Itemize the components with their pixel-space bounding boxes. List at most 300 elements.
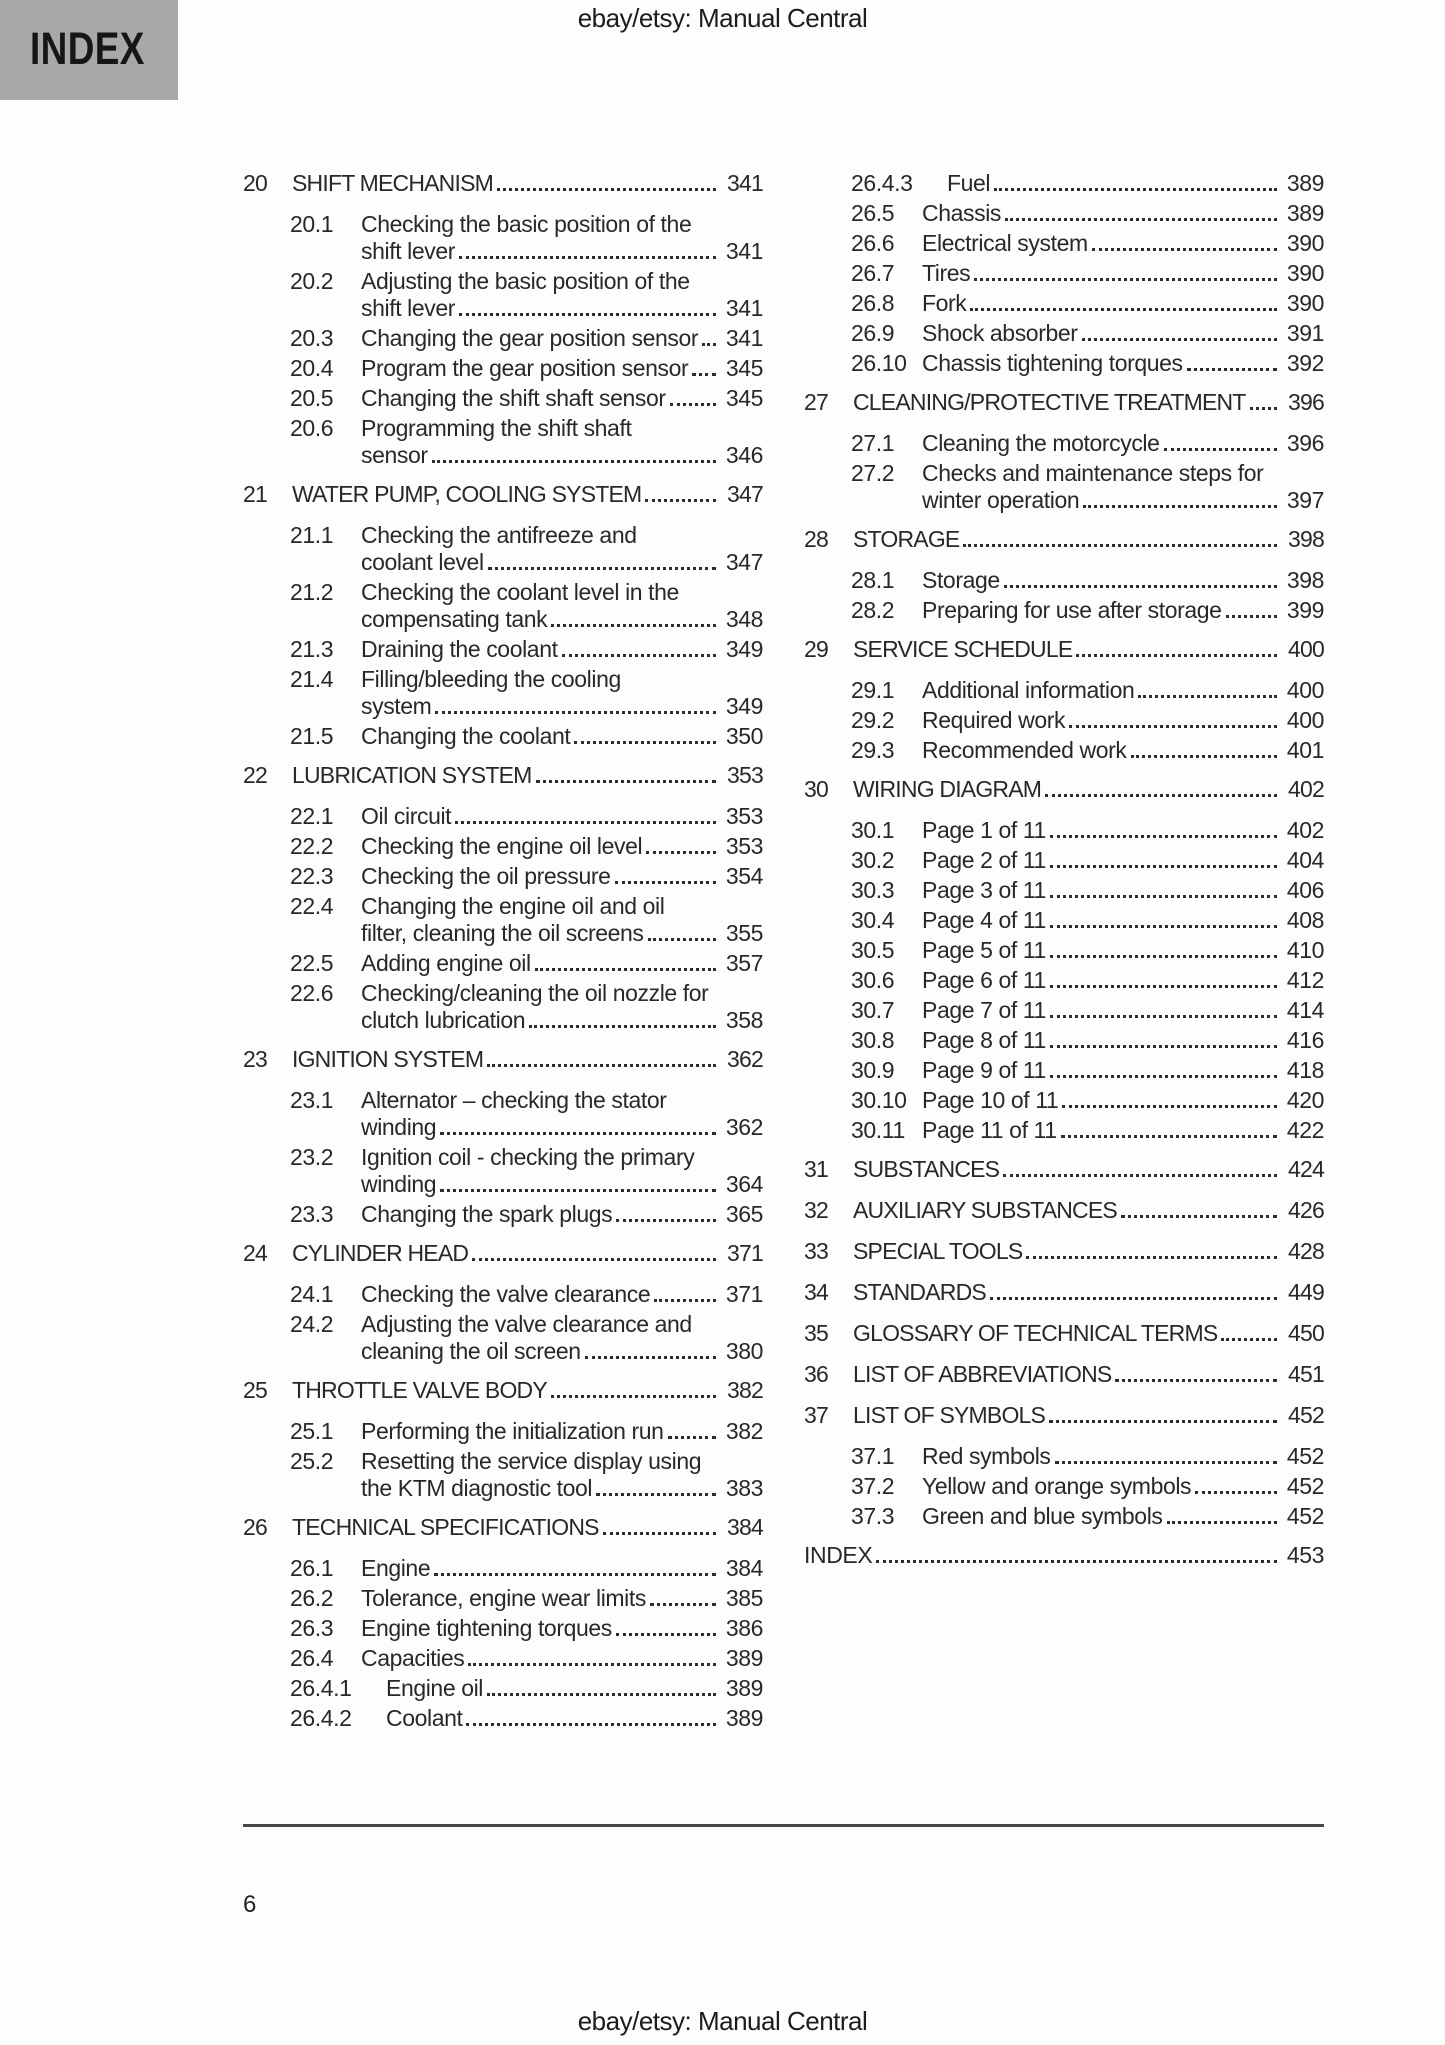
toc-entry-body: [922, 320, 1324, 347]
toc-entry-body: [361, 1087, 763, 1141]
toc-entry-body: [361, 211, 763, 265]
toc-entry-body: [922, 937, 1324, 964]
toc-entry: [243, 762, 763, 789]
toc-entry-body: [853, 636, 1324, 663]
toc-entry-line: Resetting the service display using: [361, 1448, 702, 1474]
toc-entry-body: [361, 1418, 763, 1445]
toc-entry-title: Additional information: [922, 677, 1135, 703]
toc-entry-title: THROTTLE VALVE BODY: [292, 1377, 547, 1403]
toc-entry-page: 347: [725, 549, 763, 575]
toc-entry-line: [361, 1171, 763, 1198]
toc-entry: [243, 211, 763, 265]
dot-leader: [1061, 1133, 1277, 1138]
toc-entry-line: [922, 937, 1324, 964]
toc-entry-line: [361, 693, 763, 720]
toc-entry: [804, 1087, 1324, 1114]
dot-leader: [974, 276, 1277, 281]
toc-entry-number: 28.2: [851, 597, 895, 623]
toc-entry-body: [361, 833, 763, 860]
toc-entry-number: 23.3: [290, 1201, 334, 1227]
toc-entry-title: Page 6 of 11: [922, 967, 1046, 993]
toc-entry-title: Changing the spark plugs: [361, 1201, 613, 1227]
toc-entry-line: [361, 238, 763, 265]
toc-entry-title: Engine tightening torques: [361, 1615, 612, 1641]
toc-entry-page: 384: [725, 1555, 763, 1581]
dot-leader: [876, 1558, 1277, 1563]
toc-entry-number: 30.2: [851, 847, 895, 873]
toc-entry-number: 29.1: [851, 677, 895, 703]
toc-entry-page: 362: [725, 1114, 763, 1140]
toc-entry-page: 385: [725, 1585, 763, 1611]
toc-entry-title: Engine oil: [386, 1675, 484, 1701]
dot-leader: [702, 341, 716, 346]
toc-entry-line: [292, 1046, 763, 1073]
dot-leader: [1187, 366, 1277, 371]
toc-entry-title: Program the gear position sensor: [361, 355, 689, 381]
dot-leader: [1050, 953, 1277, 958]
toc-entry-line: [361, 1201, 763, 1228]
toc-entry-line: [853, 636, 1324, 663]
toc-entry-line: [361, 385, 763, 412]
dot-leader: [1115, 1377, 1277, 1382]
toc-entry-line: [804, 1542, 1324, 1569]
toc-entry: [804, 1473, 1324, 1500]
toc-entry: [804, 1197, 1324, 1224]
toc-entry-line: [292, 1514, 763, 1541]
toc-entry-page: 389: [1286, 170, 1324, 196]
toc-entry-line: [922, 1117, 1324, 1144]
toc-entry-body: [292, 1046, 763, 1073]
toc-entry-number: 22.5: [290, 950, 334, 976]
dot-leader: [432, 458, 716, 463]
toc-entry-line: [853, 526, 1324, 553]
toc-entry-line: [922, 350, 1324, 377]
toc-entry: [243, 1201, 763, 1228]
toc-entry-title: Oil circuit: [361, 803, 452, 829]
toc-entry-title: IGNITION SYSTEM: [292, 1046, 484, 1072]
toc-entry-title: compensating tank: [361, 606, 548, 632]
dot-leader: [468, 1661, 716, 1666]
toc-entry-number: 27: [804, 389, 828, 415]
toc-entry-page: 396: [1288, 389, 1324, 415]
toc-entry-title: Cleaning the motorcycle: [922, 430, 1160, 456]
dot-leader: [648, 936, 716, 941]
toc-entry-page: 412: [1286, 967, 1324, 993]
toc-entry-line: Adjusting the basic position of the: [361, 268, 690, 294]
toc-entry-number: 35: [804, 1320, 828, 1346]
toc-entry-number: 31: [804, 1156, 828, 1182]
toc-entry: [243, 1281, 763, 1308]
toc-entry: [804, 260, 1324, 287]
toc-entry-page: 414: [1286, 997, 1324, 1023]
toc-entry-title: system: [361, 693, 432, 719]
dot-leader: [1164, 446, 1277, 451]
toc-entry-body: [922, 707, 1324, 734]
toc-entry-page: 341: [725, 238, 763, 264]
toc-entry-line: [922, 487, 1324, 514]
toc-entry-page: 418: [1286, 1057, 1324, 1083]
toc-entry: [243, 1514, 763, 1541]
toc-entry-title: Changing the shift shaft sensor: [361, 385, 666, 411]
toc-entry-page: 348: [725, 606, 763, 632]
toc-entry-body: [922, 430, 1324, 457]
toc-entry-body: [361, 325, 763, 352]
toc-entry-page: 389: [725, 1645, 763, 1671]
dot-leader: [1055, 1459, 1277, 1464]
toc-entry-line: [922, 320, 1324, 347]
dot-leader: [1131, 753, 1277, 758]
toc-entry-line: [853, 776, 1324, 803]
toc-entry-line: [361, 833, 763, 860]
toc-entry-title: AUXILIARY SUBSTANCES: [853, 1197, 1117, 1223]
toc-entry-number: 22.3: [290, 863, 334, 889]
toc-entry-body: [922, 737, 1324, 764]
dot-leader: [1082, 336, 1278, 341]
toc-entry-body: [361, 1585, 763, 1612]
toc-entry-number: 20.5: [290, 385, 334, 411]
toc-entry-page: 452: [1286, 1473, 1324, 1499]
toc-entry-line: [361, 1418, 763, 1445]
toc-entry-page: 449: [1288, 1279, 1324, 1305]
toc-entry-page: 382: [727, 1377, 763, 1403]
toc-entry-line: [292, 1377, 763, 1404]
dot-leader: [466, 1721, 716, 1726]
toc-entry-title: Page 8 of 11: [922, 1027, 1046, 1053]
toc-entry-line: Alternator – checking the stator: [361, 1087, 667, 1113]
toc-entry-body: [922, 260, 1324, 287]
toc-entry: [804, 907, 1324, 934]
toc-entry-number: 26.10: [851, 350, 907, 376]
toc-entry-body: [853, 1402, 1324, 1429]
dot-leader: [536, 778, 717, 783]
toc-entry-title: Page 11 of 11: [922, 1117, 1057, 1143]
toc-entry-number: 20.3: [290, 325, 334, 351]
toc-entry-title: clutch lubrication: [361, 1007, 526, 1033]
toc-entry: [243, 1645, 763, 1672]
toc-entry-body: [292, 170, 763, 197]
toc-entry-body: [922, 1117, 1324, 1144]
toc-entry-title: Page 4 of 11: [922, 907, 1046, 933]
toc-entry-line: [922, 430, 1324, 457]
toc-entry-title: Storage: [922, 567, 1000, 593]
toc-entry-line: [922, 1503, 1324, 1530]
toc-entry-title: Page 2 of 11: [922, 847, 1046, 873]
toc-entry-line: Changing the engine oil and oil: [361, 893, 665, 919]
toc-entry-number: 20.4: [290, 355, 334, 381]
toc-entry-page: 390: [1286, 230, 1324, 256]
toc-entry-body: [922, 677, 1324, 704]
dot-leader: [574, 739, 716, 744]
toc-entry-line: [853, 1156, 1324, 1183]
toc-entry-page: 400: [1286, 707, 1324, 733]
dot-leader: [616, 1217, 716, 1222]
dot-leader: [1050, 833, 1277, 838]
toc-entry-line: [361, 863, 763, 890]
dot-leader: [970, 306, 1277, 311]
toc-entry-page: 400: [1288, 636, 1324, 662]
toc-entry-page: 410: [1286, 937, 1324, 963]
toc-entry: [243, 1675, 763, 1702]
toc-entry-page: 349: [725, 693, 763, 719]
toc-entry-title: Performing the initialization run: [361, 1418, 664, 1444]
toc-entry-title: Tires: [922, 260, 971, 286]
toc-entry-page: 341: [727, 170, 763, 196]
toc-entry-number: 30.3: [851, 877, 895, 903]
toc-entry-number: 20: [243, 170, 267, 196]
toc-entry-page: 349: [725, 636, 763, 662]
toc-entry-title: Preparing for use after storage: [922, 597, 1222, 623]
footer-title: ebay/etsy: Manual Central: [577, 2006, 868, 2036]
toc-entry-line: [361, 295, 763, 322]
toc-entry-line: [853, 1279, 1324, 1306]
toc-entry: [243, 1144, 763, 1198]
dot-leader: [1049, 1418, 1277, 1423]
toc-entry-body: [853, 1197, 1324, 1224]
toc-entry: [243, 980, 763, 1034]
toc-entry-title: Yellow and orange symbols: [922, 1473, 1192, 1499]
toc-entry-page: 345: [725, 385, 763, 411]
toc-entry-page: 420: [1286, 1087, 1324, 1113]
toc-entry: [243, 385, 763, 412]
toc-entry: [243, 1418, 763, 1445]
toc-entry-page: 341: [725, 325, 763, 351]
dot-leader: [1045, 792, 1277, 797]
toc-entry-body: [361, 355, 763, 382]
toc-entry-line: [361, 1114, 763, 1141]
toc-entry: [243, 355, 763, 382]
toc-entry-line: [922, 877, 1324, 904]
toc-entry-line: Ignition coil - checking the primary: [361, 1144, 695, 1170]
toc-entry-body: [922, 350, 1324, 377]
dot-leader: [497, 186, 716, 191]
toc-entry: [243, 268, 763, 322]
toc-entry-title: Chassis tightening torques: [922, 350, 1183, 376]
toc-entry-page: 452: [1286, 1443, 1324, 1469]
toc-entry: [243, 1615, 763, 1642]
dot-leader: [1069, 723, 1277, 728]
toc-entry-number: 32: [804, 1197, 828, 1223]
toc-entry-body: [922, 967, 1324, 994]
toc-entry-line: Checks and maintenance steps for: [922, 460, 1264, 486]
dot-leader: [1167, 1519, 1277, 1524]
dot-leader: [1062, 1103, 1277, 1108]
toc-entry-body: [292, 1377, 763, 1404]
toc-entry-line: [922, 817, 1324, 844]
dot-leader: [1226, 613, 1277, 618]
toc-entry-title: STORAGE: [853, 526, 960, 552]
toc-entry-body: [922, 567, 1324, 594]
toc-entry-line: [292, 762, 763, 789]
toc-entry-page: 453: [1286, 1542, 1324, 1568]
toc-entry-body: [292, 1514, 763, 1541]
dot-leader: [645, 497, 716, 502]
toc-entry-number: 26: [243, 1514, 267, 1540]
toc-entry-line: [361, 1338, 763, 1365]
toc-entry-page: 362: [727, 1046, 763, 1072]
toc-entry-line: Programming the shift shaft: [361, 415, 632, 441]
toc-entry-number: 25: [243, 1377, 267, 1403]
toc-entry-body: [853, 1279, 1324, 1306]
toc-entry: [243, 415, 763, 469]
toc-entry-line: [292, 1240, 763, 1267]
dot-leader: [440, 1187, 716, 1192]
toc-entry-line: [922, 737, 1324, 764]
toc-entry-line: Adjusting the valve clearance and: [361, 1311, 692, 1337]
toc-entry-title: Capacities: [361, 1645, 465, 1671]
toc-entry-line: [361, 920, 763, 947]
toc-entry-number: 28: [804, 526, 828, 552]
toc-entry: [804, 1443, 1324, 1470]
toc-entry-title: Page 7 of 11: [922, 997, 1046, 1023]
toc-entry-line: [922, 597, 1324, 624]
toc-entry-number: 26.1: [290, 1555, 334, 1581]
toc-entry-body: [292, 762, 763, 789]
dot-leader: [1121, 1213, 1277, 1218]
toc-entry: [804, 290, 1324, 317]
toc-entry: [804, 1320, 1324, 1347]
dot-leader: [1050, 923, 1277, 928]
toc-entry: [804, 430, 1324, 457]
toc-entry-line: [922, 707, 1324, 734]
toc-entry-page: 398: [1286, 567, 1324, 593]
toc-entry: [804, 526, 1324, 553]
toc-entry-page: 354: [725, 863, 763, 889]
toc-entry-number: 23.1: [290, 1087, 334, 1113]
toc-entry-body: [922, 1503, 1324, 1530]
dot-leader: [1076, 652, 1277, 657]
dot-leader: [551, 622, 716, 627]
toc-entry-title: filter, cleaning the oil screens: [361, 920, 644, 946]
dot-leader: [596, 1491, 716, 1496]
toc-entry-page: 384: [727, 1514, 763, 1540]
toc-entry-body: [922, 200, 1324, 227]
toc-entry-number: 26.7: [851, 260, 895, 286]
toc-entry-number: 22.4: [290, 893, 334, 919]
toc-entry-title: Checking the valve clearance: [361, 1281, 651, 1307]
toc-entry-line: [853, 389, 1324, 416]
toc-entry: [243, 481, 763, 508]
toc-entry-title: Checking the oil pressure: [361, 863, 611, 889]
toc-entry-number: 26.2: [290, 1585, 334, 1611]
toc-entry-body: [922, 907, 1324, 934]
toc-entry: [804, 1402, 1324, 1429]
toc-entry-line: [361, 1615, 763, 1642]
toc-entry-body: [922, 817, 1324, 844]
toc-entry-number: 30.11: [851, 1117, 905, 1143]
toc-entry-number: 30.6: [851, 967, 895, 993]
toc-entry-line: [922, 567, 1324, 594]
toc-entry-page: 402: [1286, 817, 1324, 843]
dot-leader: [1050, 1073, 1277, 1078]
toc-entry-line: [361, 636, 763, 663]
dot-leader: [529, 1023, 716, 1028]
toc-entry-line: [922, 677, 1324, 704]
dot-leader: [1003, 1172, 1277, 1177]
toc-entry-body: [922, 997, 1324, 1024]
toc-entry-line: [853, 1361, 1324, 1388]
toc-entry-line: [922, 1443, 1324, 1470]
toc-entry-title: INDEX: [804, 1542, 873, 1568]
toc-entry-line: [361, 1645, 763, 1672]
toc-entry-body: [922, 1057, 1324, 1084]
toc-entry-line: [922, 1057, 1324, 1084]
toc-entry: [243, 863, 763, 890]
toc-entry-page: 380: [725, 1338, 763, 1364]
toc-entry-line: [922, 230, 1324, 257]
dot-leader: [585, 1354, 716, 1359]
toc-entry-page: 353: [725, 803, 763, 829]
toc-entry-line: Filling/bleeding the cooling: [361, 666, 621, 692]
toc-entry-title: Page 3 of 11: [922, 877, 1046, 903]
toc-entry-title: WATER PUMP, COOLING SYSTEM: [292, 481, 642, 507]
toc-entry-title: LUBRICATION SYSTEM: [292, 762, 532, 788]
toc-entry-number: 37.2: [851, 1473, 895, 1499]
toc-entry-page: 391: [1286, 320, 1324, 346]
toc-entry-number: 26.4.3: [851, 170, 913, 196]
toc-entry-title: TECHNICAL SPECIFICATIONS: [292, 1514, 599, 1540]
toc-entry-number: 26.6: [851, 230, 895, 256]
toc-entry-page: 396: [1286, 430, 1324, 456]
toc-entry-body: [361, 723, 763, 750]
toc-entry-page: 347: [727, 481, 763, 507]
toc-entry: [804, 1057, 1324, 1084]
toc-entry-title: Fork: [922, 290, 967, 316]
toc-entry-line: [922, 907, 1324, 934]
toc-entry-number: 30.8: [851, 1027, 895, 1053]
toc-entry-number: 37.1: [851, 1443, 895, 1469]
toc-entry: [804, 1238, 1324, 1265]
toc-entry: [804, 1503, 1324, 1530]
toc-entry-number: 36: [804, 1361, 828, 1387]
toc-entry-number: 26.5: [851, 200, 895, 226]
toc-entry-number: 21.4: [290, 666, 334, 692]
toc-entry-page: 365: [725, 1201, 763, 1227]
toc-entry-line: [922, 847, 1324, 874]
toc-entry-line: [361, 325, 763, 352]
dot-leader: [1195, 1489, 1277, 1494]
dot-leader: [615, 879, 716, 884]
toc-entry-body: [361, 1144, 763, 1198]
toc-entry-page: 341: [725, 295, 763, 321]
toc-entry-number: 30.7: [851, 997, 895, 1023]
toc-entry-page: 452: [1288, 1402, 1324, 1428]
dot-leader: [1004, 583, 1277, 588]
toc-entry-page: 402: [1288, 776, 1324, 802]
toc-entry-line: [922, 967, 1324, 994]
dot-leader: [1050, 893, 1277, 898]
dot-leader: [1026, 1254, 1277, 1259]
dot-leader: [1050, 983, 1277, 988]
toc-entry-line: [361, 606, 763, 633]
toc-entry-number: 34: [804, 1279, 828, 1305]
toc-entry-number: 21.2: [290, 579, 334, 605]
toc-entry-body: [361, 1201, 763, 1228]
toc-entry-number: 22: [243, 762, 267, 788]
toc-entry-title: Changing the coolant: [361, 723, 571, 749]
toc-column-left: [243, 158, 763, 1735]
toc-entry-number: 21.3: [290, 636, 334, 662]
toc-entry-body: [386, 1675, 763, 1702]
toc-entry-page: 451: [1288, 1361, 1324, 1387]
toc-entry: [804, 877, 1324, 904]
toc-entry-line: [922, 1027, 1324, 1054]
toc-entry-number: 23: [243, 1046, 267, 1072]
toc-entry-body: [922, 847, 1324, 874]
toc-entry-number: 25.2: [290, 1448, 334, 1474]
toc-entry-body: [361, 636, 763, 663]
toc-entry: [804, 847, 1324, 874]
toc-entry-page: 424: [1288, 1156, 1324, 1182]
